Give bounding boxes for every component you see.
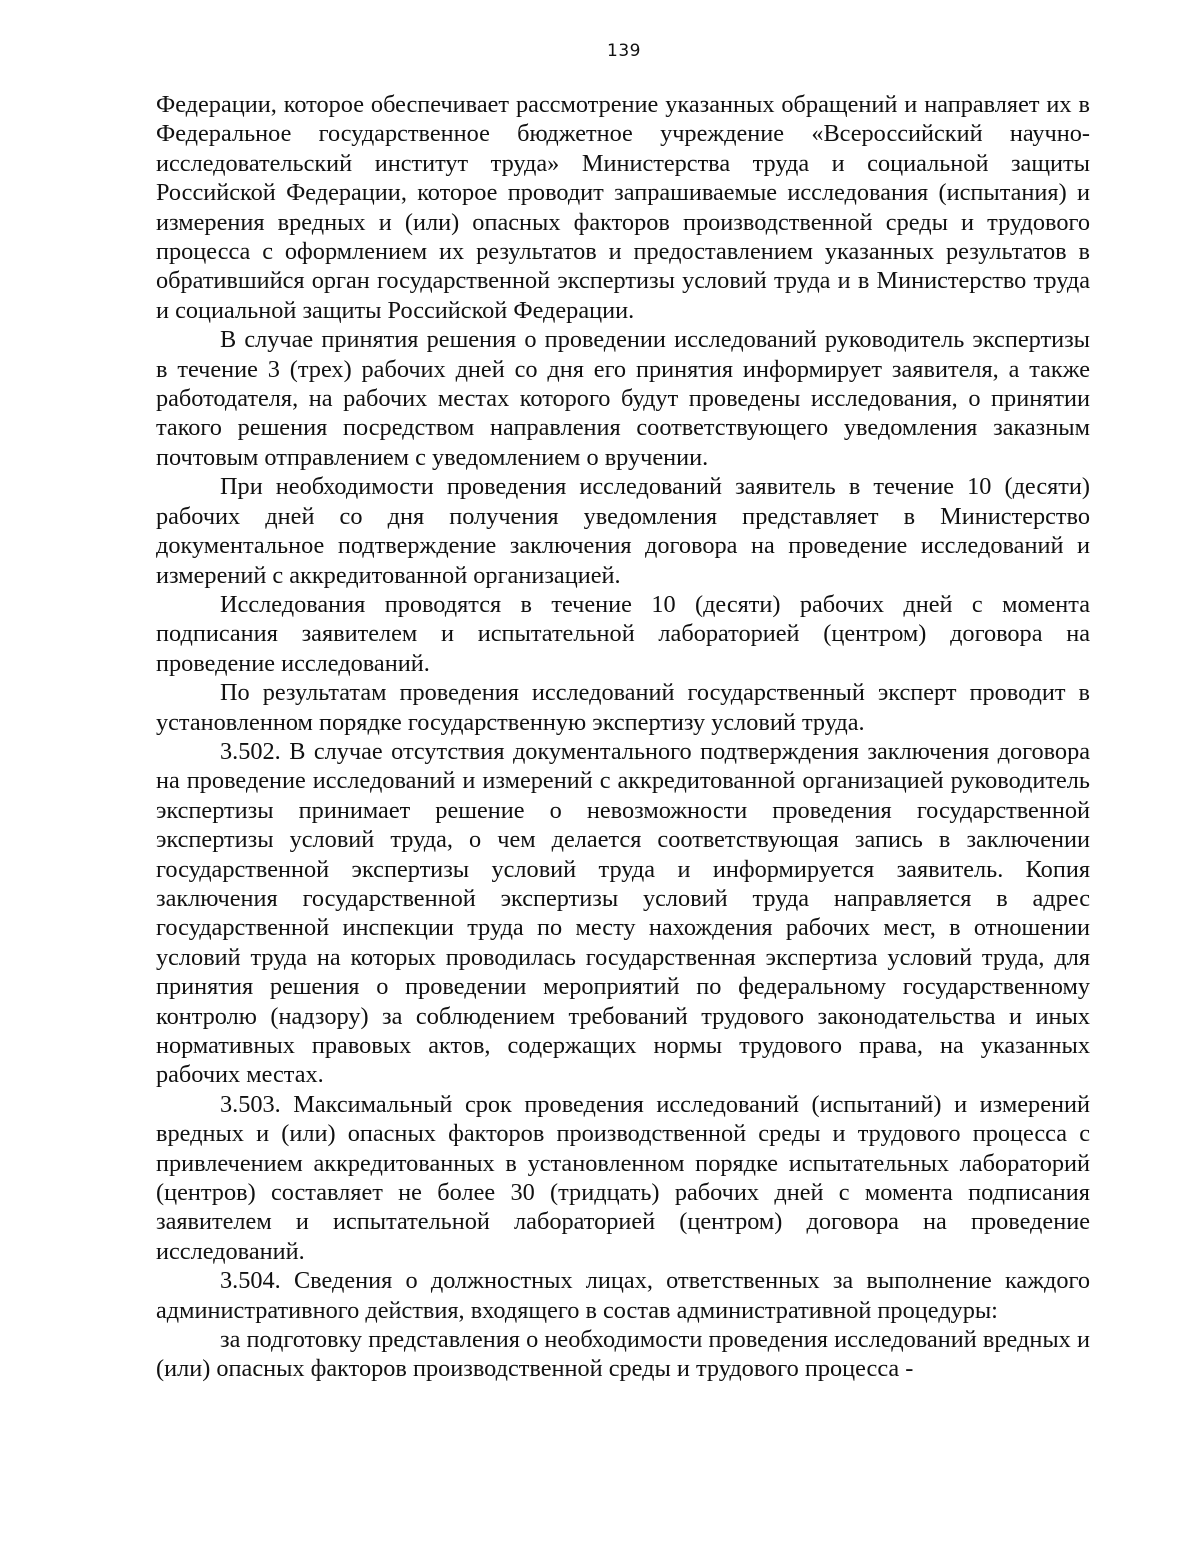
paragraph: По результатам проведения исследований государственный эксперт проводит в установленном порядке государственную экспертизу условий труда. — [156, 679, 1090, 736]
paragraph: При необходимости проведения исследований заявитель в течение 10 (десяти) рабочих дней со дня получения уведомления представляет в Министерство документальное подтверждение заключения договора на проведение исследований и измерений с аккредитованной организацией. — [156, 473, 1090, 589]
paragraph: В случае принятия решения о проведении исследований руководитель экспертизы в течение 3 (трех) рабочих дней со дня его принятия информирует заявителя, а также работодателя, на рабочих местах которого будут проведены исследования, о принятии такого решения посредством направления соответствующего уведомления заказным почтовым отправлением с уведомлением о вручении. — [156, 326, 1090, 471]
paragraph: за подготовку представления о необходимости проведения исследований вредных и (или) опасных факторов производственной среды и трудового процесса - — [156, 1326, 1090, 1383]
document-body — [156, 90, 1090, 1384]
paragraph-3-502: 3.502. В случае отсутствия документального подтверждения заключения договора на проведение исследований и измерений с аккредитованной организацией руководитель экспертизы принимает решение о невозможности проведения государственной экспертизы условий труда, о чем делается соответствующая запись в заключении государственной экспертизы условий труда и информируется заявитель. Копия заключения государственной экспертизы условий труда направляется в адрес государственной инспекции труда по месту нахождения рабочих мест, в отношении условий труда на которых проводилась государственная экспертиза условий труда, для принятия решения о проведении мероприятий по федеральному государственному контролю (надзору) за соблюдением требований трудового законодательства и иных нормативных правовых актов, содержащих нормы трудового права, на указанных рабочих местах. — [156, 737, 1090, 1089]
paragraph: Федерации, которое обеспечивает рассмотрение указанных обращений и направляет их в Федеральное государственное бюджетное учреждение «Всероссийский научно-исследовательский институт труда» Министерства труда и социальной защиты Российской Федерации, которое проводит запрашиваемые исследования (испытания) и измерения вредных и (или) опасных факторов производственной среды и трудового процесса с оформлением их результатов и предоставлением указанных результатов в обратившийся орган государственной экспертизы условий труда и в Министерство труда и социальной защиты Российской Федерации. — [156, 91, 1090, 324]
page-number: 139 — [607, 41, 641, 61]
paragraph-3-503: 3.503. Максимальный срок проведения исследований (испытаний) и измерений вредных и (или) опасных факторов производственной среды и трудового процесса с привлечением аккредитованных в установленном порядке испытательных лабораторий (центров) составляет не более 30 (тридцать) рабочих дней с момента подписания заявителем и испытательной лабораторией (центром) договора на проведение исследований. — [156, 1090, 1090, 1265]
paragraph-3-504: 3.504. Сведения о должностных лицах, ответственных за выполнение каждого административного действия, входящего в состав административной процедуры: — [156, 1267, 1090, 1324]
paragraph: Исследования проводятся в течение 10 (десяти) рабочих дней с момента подписания заявителем и испытательной лабораторией (центром) договора на проведение исследований. — [156, 590, 1090, 677]
